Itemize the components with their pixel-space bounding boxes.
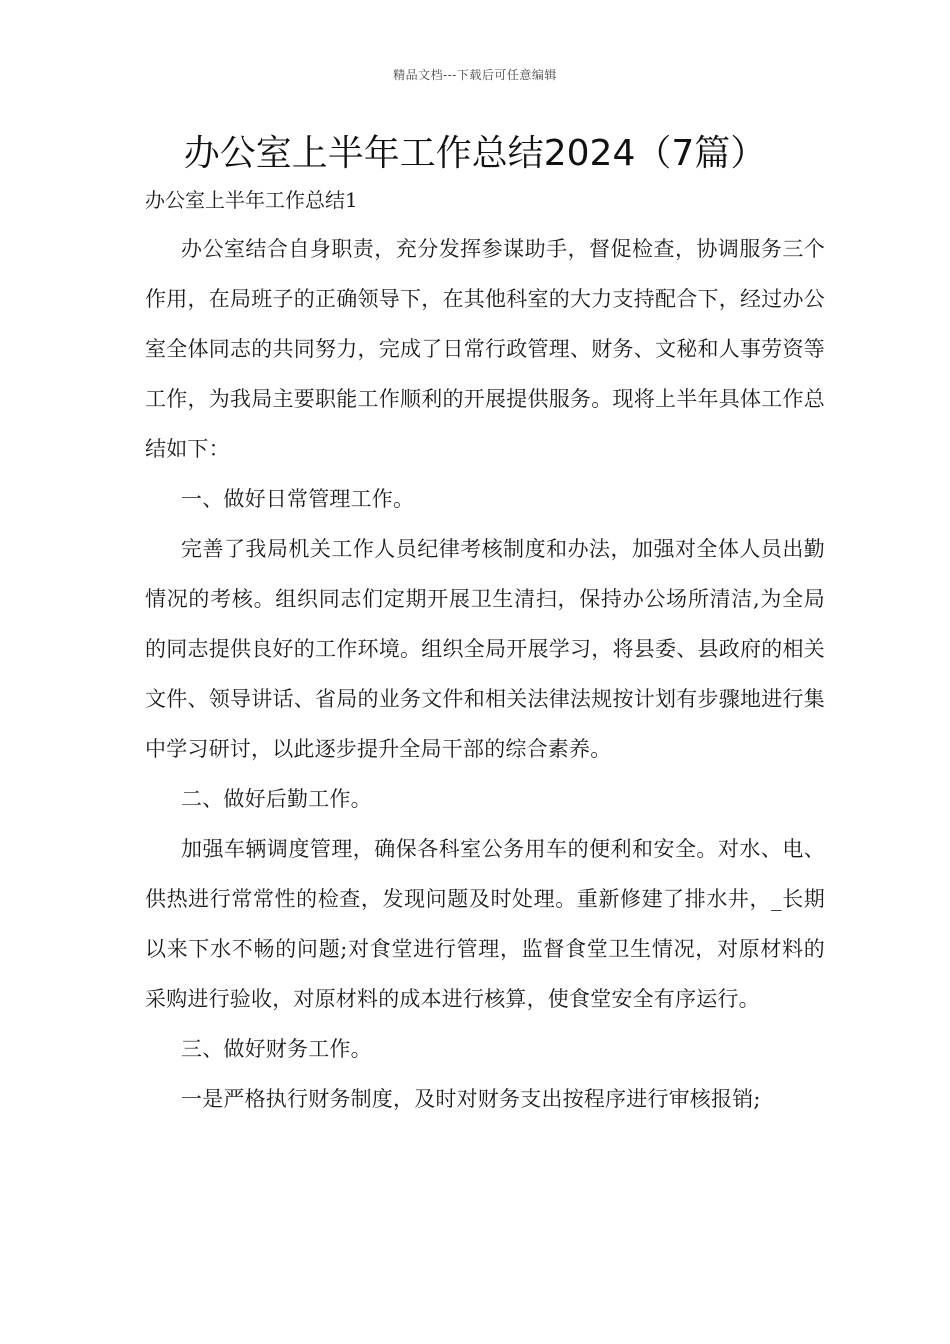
- subheading-logistics: 二、做好后勤工作。: [181, 787, 372, 811]
- subheading-daily-management: 一、做好日常管理工作。: [181, 487, 415, 511]
- paragraph-daily-management: 完善了我局机关工作人员纪律考核制度和办法，加强对全体人员出勤情况的考核。组织同志们定期开展卫生清扫，保持办公场所清洁,为全局的同志提供良好的工作环境。组织全局开展学习，将县委、县政府的相关文件、领导讲话、省局的业务文件和相关法律法规按计划有步骤地进行集中学习研讨，以此逐步提升全局干部的综合素养。: [145, 537, 825, 761]
- document-title: 办公室上半年工作总结2024（7篇）: [183, 133, 767, 174]
- paragraph-logistics: 加强车辆调度管理，确保各科室公务用车的便利和安全。对水、电、供热进行常常性的检查，发现问题及时处理。重新修建了排水井，_长期以来下水不畅的问题;对食堂进行管理，监督食堂卫生情况，对原材料的采购进行验收，对原材料的成本进行核算，使食堂安全有序运行。: [145, 837, 825, 1011]
- paragraph-finance: 一是严格执行财务制度，及时对财务支出按程序进行审核报销;: [181, 1087, 761, 1111]
- document-body: [145, 224, 825, 1124]
- header-note: 精品文档---下载后可任意编辑: [393, 68, 557, 82]
- paragraph-intro: 办公室结合自身职责，充分发挥参谋助手，督促检查，协调服务三个作用，在局班子的正确领导下，在其他科室的大力支持配合下，经过办公室全体同志的共同努力，完成了日常行政管理、财务、文秘和人事劳资等工作，为我局主要职能工作顺利的开展提供服务。现将上半年具体工作总结如下：: [145, 237, 825, 461]
- section-heading: 办公室上半年工作总结1: [145, 188, 358, 212]
- subheading-finance: 三、做好财务工作。: [181, 1037, 372, 1061]
